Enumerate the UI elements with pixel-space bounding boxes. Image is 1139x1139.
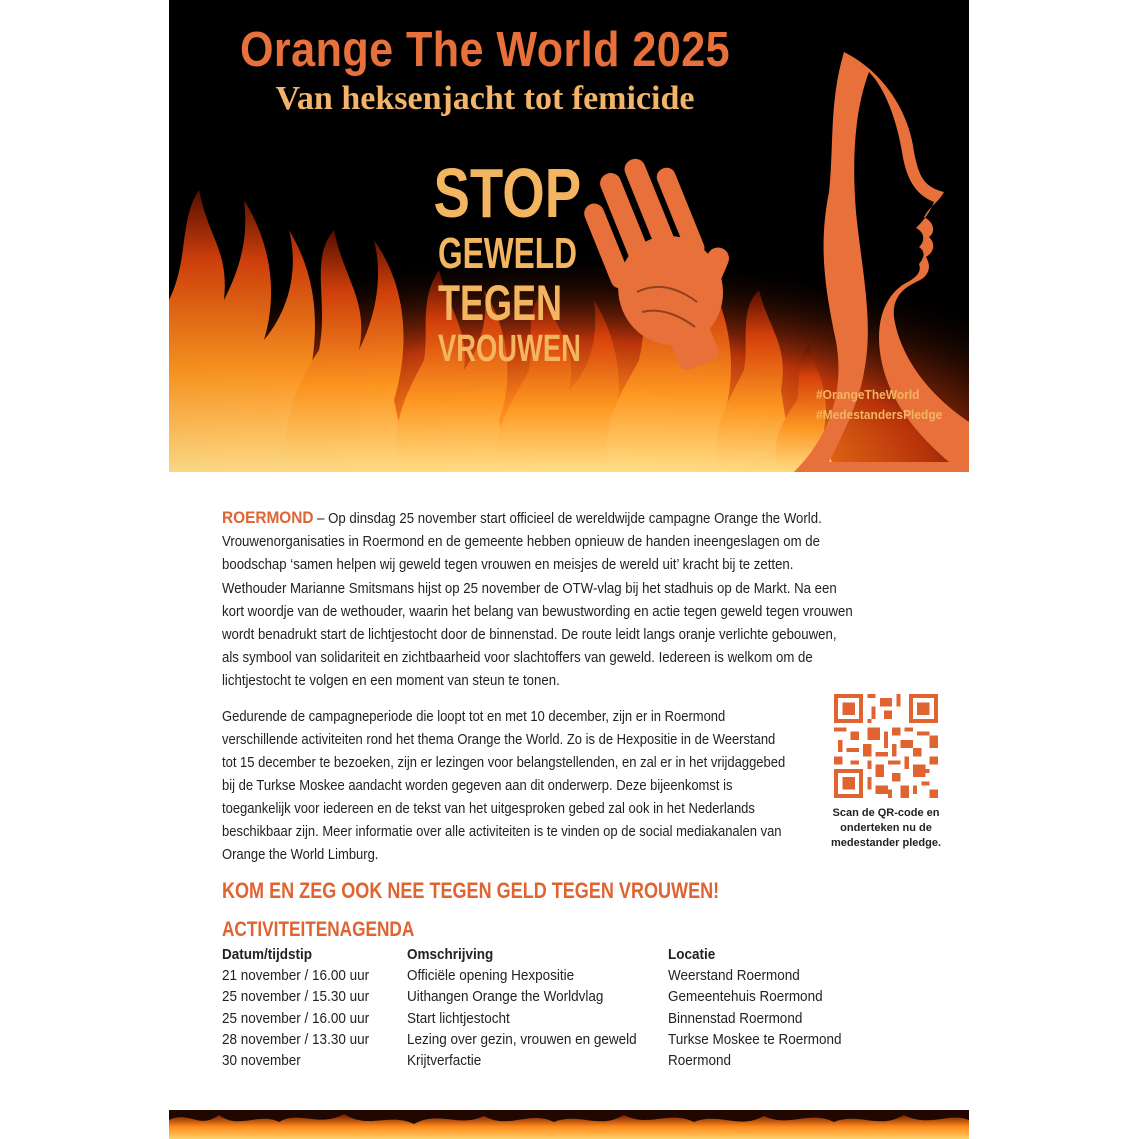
campaign-poster [169,0,969,472]
agenda-location: Weerstand Roermond [668,967,800,985]
orange-handprint-icon [577,142,753,372]
agenda-date: 30 november [222,1051,301,1069]
activities-paragraph: Gedurende de campagneperiode die loopt tot en met 10 december, zijn er in Roermond verschillende activiteiten rond het thema Orange the World. Zo is de Hexpositie in de Weerstand tot 15 december te bezoeken, zijn er lezingen voor belangstellenden, en zal er in het vrijdaggebed bij de Turkse Moskee aandacht worden gegeven aan dit onderwerp. Deze bijeenkomst is toegankelijk voor iedereen en de tekst van het uitgesproken gebed zal ook in het Nederlands beschikbaar zijn. Meer informatie over alle activiteiten is te vinden op de social mediakanalen van Orange the World Limburg. [222,708,786,864]
article-intro [222,506,922,694]
dateline-city: ROERMOND [222,508,314,527]
slogan-line-2: GEWELD [438,229,578,278]
hashtag-medestanders-pledge[interactable]: #MedestandersPledge [816,407,943,422]
agenda-location: Roermond [668,1051,732,1069]
agenda-row [222,986,922,1007]
intro-text: – Op dinsdag 25 november start officieel de wereldwijde campagne Orange the World. Vrouwenorganisaties in Roermond en de gemeente hebben opnieuw de handen ineengeslagen om de boodschap ‘samen helpen wij geweld tegen vrouwen en meisjes de wereld uit’ kracht bij te zetten. Wethouder Marianne Smitsmans hijst op 25 november de OTW-vlag bij het stadhuis op de Markt. Na een kort woordje van de wethouder, waarin het belang van bewustwording en actie tegen geweld tegen vrouwen wordt benadrukt start de lichtjestocht door de binnenstad. De route leidt langs oranje verlichte gebouwen, als symbool van solidariteit en zichtbaarheid voor slachtoffers van geweld. Iedereen is welkom om de lichtjestocht te volgen en een moment van steun te tonen. [222,511,853,690]
agenda-description: Uithangen Orange the Worldvlag [407,988,604,1006]
agenda-location: Gemeentehuis Roermond [668,988,823,1006]
agenda-date: 25 november / 16.00 uur [222,1009,370,1027]
hashtag-orange-the-world[interactable]: #OrangeTheWorld [816,387,920,402]
flames-footer-strip [169,1110,969,1139]
poster-title: Orange The World 2025 [239,23,731,77]
qr-block [830,694,942,851]
agenda-description: Start lichtjestocht [407,1009,510,1027]
header-location: Locatie [668,946,716,963]
slogan-line-3: TEGEN [438,275,563,331]
activity-agenda-table [222,944,922,1071]
agenda-date: 25 november / 15.30 uur [222,988,370,1006]
agenda-date: 21 november / 16.00 uur [222,967,370,985]
agenda-description: Krijtverfactie [407,1051,482,1069]
qr-code-icon[interactable] [834,694,938,798]
agenda-description: Lezing over gezin, vrouwen en geweld [407,1030,637,1048]
qr-caption: Scan de QR-code en onderteken nu de medestander pledge. [830,807,942,849]
call-to-action-heading: KOM EN ZEG OOK NEE TEGEN GELD TEGEN VROUWEN! [222,878,720,903]
header-date: Datum/tijdstip [222,946,312,963]
slogan-line-1: STOP [433,154,582,232]
hashtags [816,385,966,425]
poster-subtitle: Van heksenjacht tot femicide [275,80,695,117]
agenda-row [222,965,922,986]
agenda-row [222,1050,922,1071]
intro-paragraph [222,506,856,694]
agenda-title: ACTIVITEITENAGENDA [222,918,415,941]
slogan-line-4: VROUWEN [438,328,581,370]
agenda-header-row [222,944,922,965]
agenda-row [222,1008,922,1029]
agenda-row [222,1029,922,1050]
agenda-location: Binnenstad Roermond [668,1009,803,1027]
header-description: Omschrijving [407,946,494,963]
agenda-location: Turkse Moskee te Roermond [668,1030,842,1048]
agenda-date: 28 november / 13.30 uur [222,1030,370,1048]
stop-violence-slogan [417,154,582,370]
agenda-description: Officiële opening Hexpositie [407,967,575,985]
